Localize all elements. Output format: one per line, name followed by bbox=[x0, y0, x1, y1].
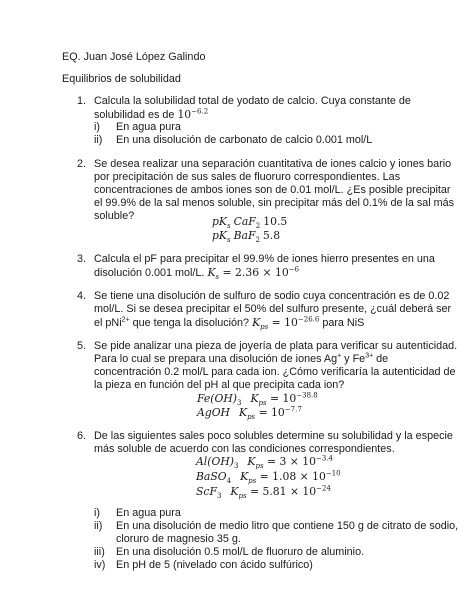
author-line: EQ. Juan José López Galindo bbox=[62, 51, 206, 63]
q2-constant-caf2: $pK_s$ CaF$_2$ 10.5 bbox=[212, 215, 288, 231]
q3-line1: Calcula el pF para precipitar el 99.9% de iones hierro presentes en una bbox=[94, 253, 435, 265]
q1-constant-exponent: −6.2 bbox=[191, 107, 209, 116]
q6-i-marker: i) bbox=[94, 507, 100, 519]
q2-line3: concentraciones de ambos iones son de 0.01 mol/L. ¿Es posible precipitar bbox=[94, 184, 451, 196]
q1-line2 bbox=[94, 108, 208, 122]
q4-line1: Se tiene una disolución de sulfuro de sodio cuya concentración es de 0.02 bbox=[94, 290, 450, 302]
q6-iv-marker: iv) bbox=[94, 559, 106, 571]
q6-eq-scf3: ScF$_3$ $K_{ps} = 5.81 \times 10^{-24}$ bbox=[196, 484, 331, 501]
q3-number: 3. bbox=[77, 253, 87, 265]
q1-ii-text: En una disolución de carbonato de calcio 0.001 mol/L bbox=[116, 134, 373, 146]
q4-line3: el pNi$^{2+}$ que tenga la disolución? $K_{ps} = 10^{-26.6}$ para NiS bbox=[94, 315, 365, 332]
q5-eq-agoh: AgOH $K_{ps} = 10^{-7.7}$ bbox=[197, 405, 302, 422]
topic-heading: Equilibrios de solubilidad bbox=[62, 73, 181, 85]
q1-line1: Calcula la solubilidad total de yodato de calcio. Cuya constante de bbox=[94, 95, 411, 107]
q2-constant-baf2: $pK_s$ BaF$_2$ 5.8 bbox=[212, 229, 281, 245]
q5-line4: la pieza en función del pH al que precipita cada ion? bbox=[94, 379, 345, 391]
q6-iii-marker: iii) bbox=[94, 546, 105, 558]
q6-eq-aloh3: $Al(OH)_3$ $K_{ps} = 3 \times 10^{-3.4}$ bbox=[196, 454, 334, 471]
q6-ii-marker: ii) bbox=[94, 520, 103, 532]
q1-number: 1. bbox=[77, 95, 87, 107]
q1-constant-base: 10 bbox=[177, 108, 192, 121]
q5-number: 5. bbox=[77, 340, 87, 352]
q6-line1: De las siguientes sales poco solubles determine su solubilidad y la especie bbox=[94, 430, 453, 442]
q6-ii-line1: En una disolución de medio litro que contiene 150 g de citrato de sodio, bbox=[116, 520, 459, 532]
q1-ii-marker: ii) bbox=[94, 134, 103, 146]
q6-ii-line2: cloruro de magnesio 35 g. bbox=[116, 533, 241, 545]
q2-line2: por precipitación de sus sales de fluoruro correspondientes. Las bbox=[94, 171, 401, 183]
q2-line1: Se desea realizar una separación cuantitativa de iones calcio y iones bario bbox=[94, 158, 452, 170]
q3-line2: disolución 0.001 mol/L. $K_s = 2.36 \times 10^{-6}$ bbox=[94, 265, 300, 282]
q1-i-marker: i) bbox=[94, 121, 100, 133]
q5-line1: Se pide analizar una pieza de joyería de plata para verificar su autenticidad. bbox=[94, 340, 458, 352]
q6-iii-text: En una disolución 0.5 mol/L de fluoruro de aluminio. bbox=[116, 546, 365, 558]
q6-number: 6. bbox=[77, 430, 87, 442]
q5-line3: concentración 0.2 mol/L para cada ion. ¿Cómo verificaría la autenticidad de bbox=[94, 366, 456, 378]
q6-iv-text: En pH de 5 (nivelado con ácido sulfúrico) bbox=[116, 559, 313, 571]
q5-eq-feoh3: $Fe(OH)_3$ $K_{ps} = 10^{-38.8}$ bbox=[197, 391, 318, 408]
q6-line2: más soluble de acuerdo con las condiciones correspondientes. bbox=[94, 443, 395, 455]
q2-line4: el 99.9% de la sal menos soluble, sin precipitar más del 0.1% de la sal más bbox=[94, 197, 455, 209]
q1-i-text: En agua pura bbox=[116, 121, 181, 133]
q4-number: 4. bbox=[77, 290, 87, 302]
q1-line2-text: solubilidad es de bbox=[94, 109, 178, 121]
q2-number: 2. bbox=[77, 158, 87, 170]
q6-eq-baso4: BaSO$_4$ $K_{ps} = 1.08 \times 10^{-10}$ bbox=[196, 469, 341, 486]
q5-line2: Para lo cual se prepara una disolución de iones Ag+ y $Fe^{3+}$ de bbox=[94, 352, 389, 365]
q6-i-text: En agua pura bbox=[116, 507, 181, 519]
q2-line5: soluble? bbox=[94, 210, 135, 222]
q4-line2: mol/L. Si se desea precipitar el 50% del sulfuro presente, ¿cuál deberá ser bbox=[94, 303, 452, 315]
